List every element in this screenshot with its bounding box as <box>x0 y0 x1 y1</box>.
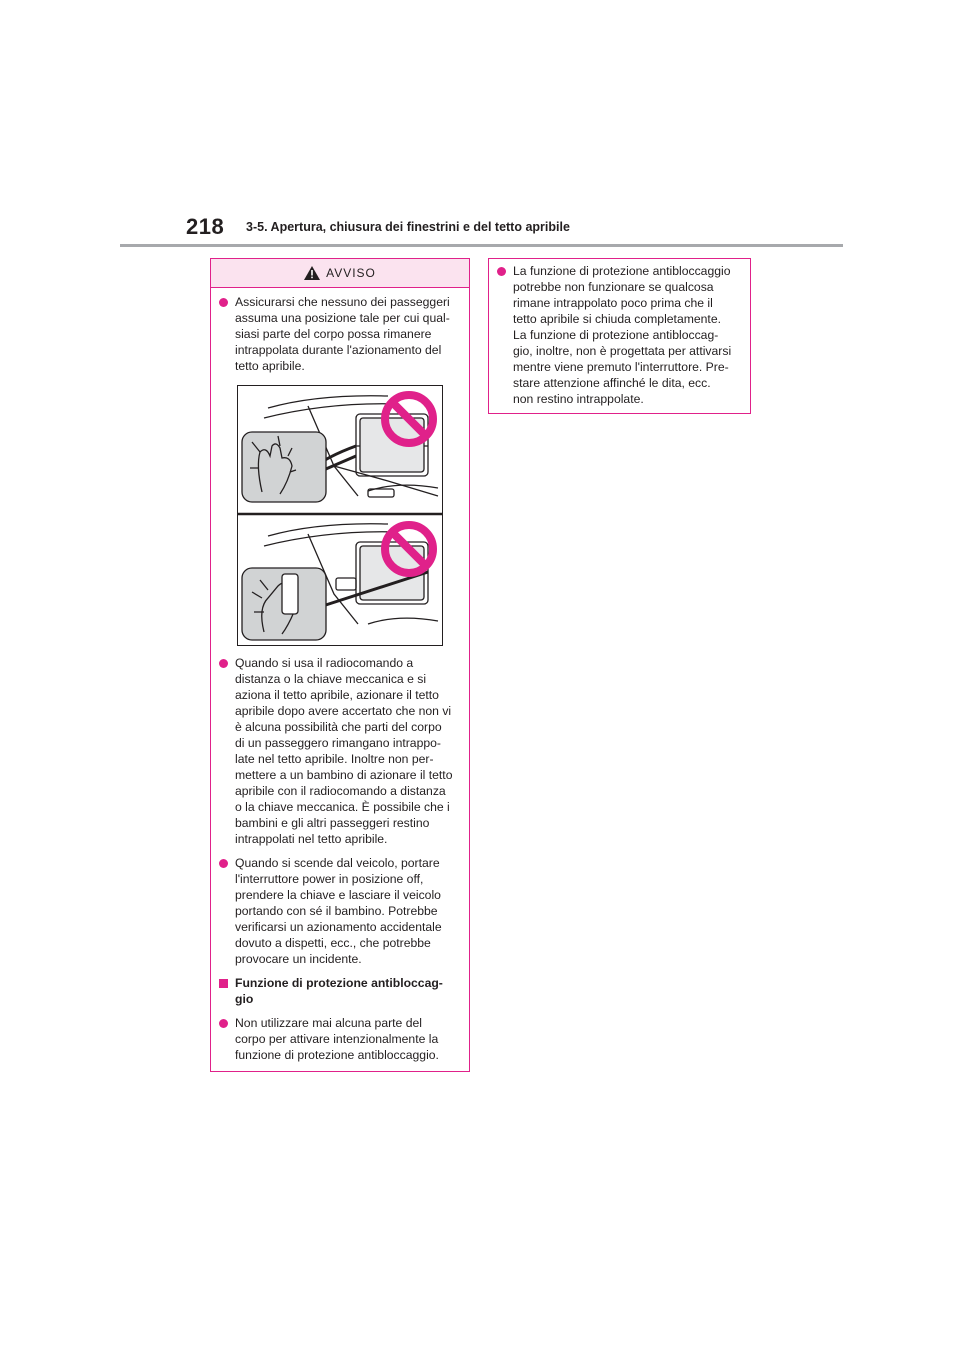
list-item: La funzione di protezione antibloccaggio potrebbe non funzionare se qualcosa rimane intrappolato poco prima che il tetto apribile si chiuda completamente. La funzione di protezione antibloccag- gio, inoltre, non è progettata per attivarsi mentre viene premuto l'interruttore. Pre- stare attenzione affinché le dita, ecc. non restino intrappolate. <box>495 263 742 407</box>
bullet-icon <box>219 298 228 307</box>
bullet-icon <box>219 1019 228 1028</box>
list-item: Quando si scende dal veicolo, portare l'interruttore power in posizione off, prendere la chiave e lasciare il veicolo portando con sé il bambino. Potrebbe verificarsi un azionamento accidentale dovuto a dispetti, ecc., che potrebbe provocare un incidente. <box>217 855 461 967</box>
header-rule <box>120 244 843 247</box>
warning-box-title: AVVISO <box>326 266 376 280</box>
warning-box <box>210 258 470 1072</box>
bullet-icon <box>219 859 228 868</box>
bullet-icon <box>219 659 228 668</box>
warning-box-header <box>211 259 469 288</box>
prohibition-icon <box>380 390 438 448</box>
sunroof-warning-illustration <box>237 385 443 646</box>
list-item: Assicurarsi che nessuno dei passeggeri assuma una posizione tale per cui qual- siasi parte del corpo possa rimanere intrappolata durante l'azionamento del tetto apribile. <box>217 294 461 374</box>
section-title: 3-5. Apertura, chiusura dei finestrini e del tetto apribile <box>246 220 570 234</box>
square-bullet-icon <box>219 979 228 988</box>
subheading: Funzione di protezione antibloccag- gio <box>217 975 461 1007</box>
list-item: Quando si usa il radiocomando a distanza o la chiave meccanica e si aziona il tetto apribile, azionare il tetto apribile dopo avere accertato che non vi è alcuna possibilità che parti del corpo di un passeggero rimangano intrappo- late nel tetto apribile. Inoltre non per- mettere a un bambino di azionare il tetto apribile con il radiocomando a distanza o la chiave meccanica. È possibile che i bambini e gli altri passeggeri restino intrappolati nel tetto apribile. <box>217 655 461 847</box>
list-item: Non utilizzare mai alcuna parte del corpo per attivare intenzionalmente la funzione di protezione antibloccaggio. <box>217 1015 461 1063</box>
warning-triangle-icon <box>304 266 320 280</box>
page-number: 218 <box>186 214 225 239</box>
prohibition-icon <box>380 520 438 578</box>
bullet-icon <box>497 267 506 276</box>
warning-box-continued <box>488 258 751 414</box>
